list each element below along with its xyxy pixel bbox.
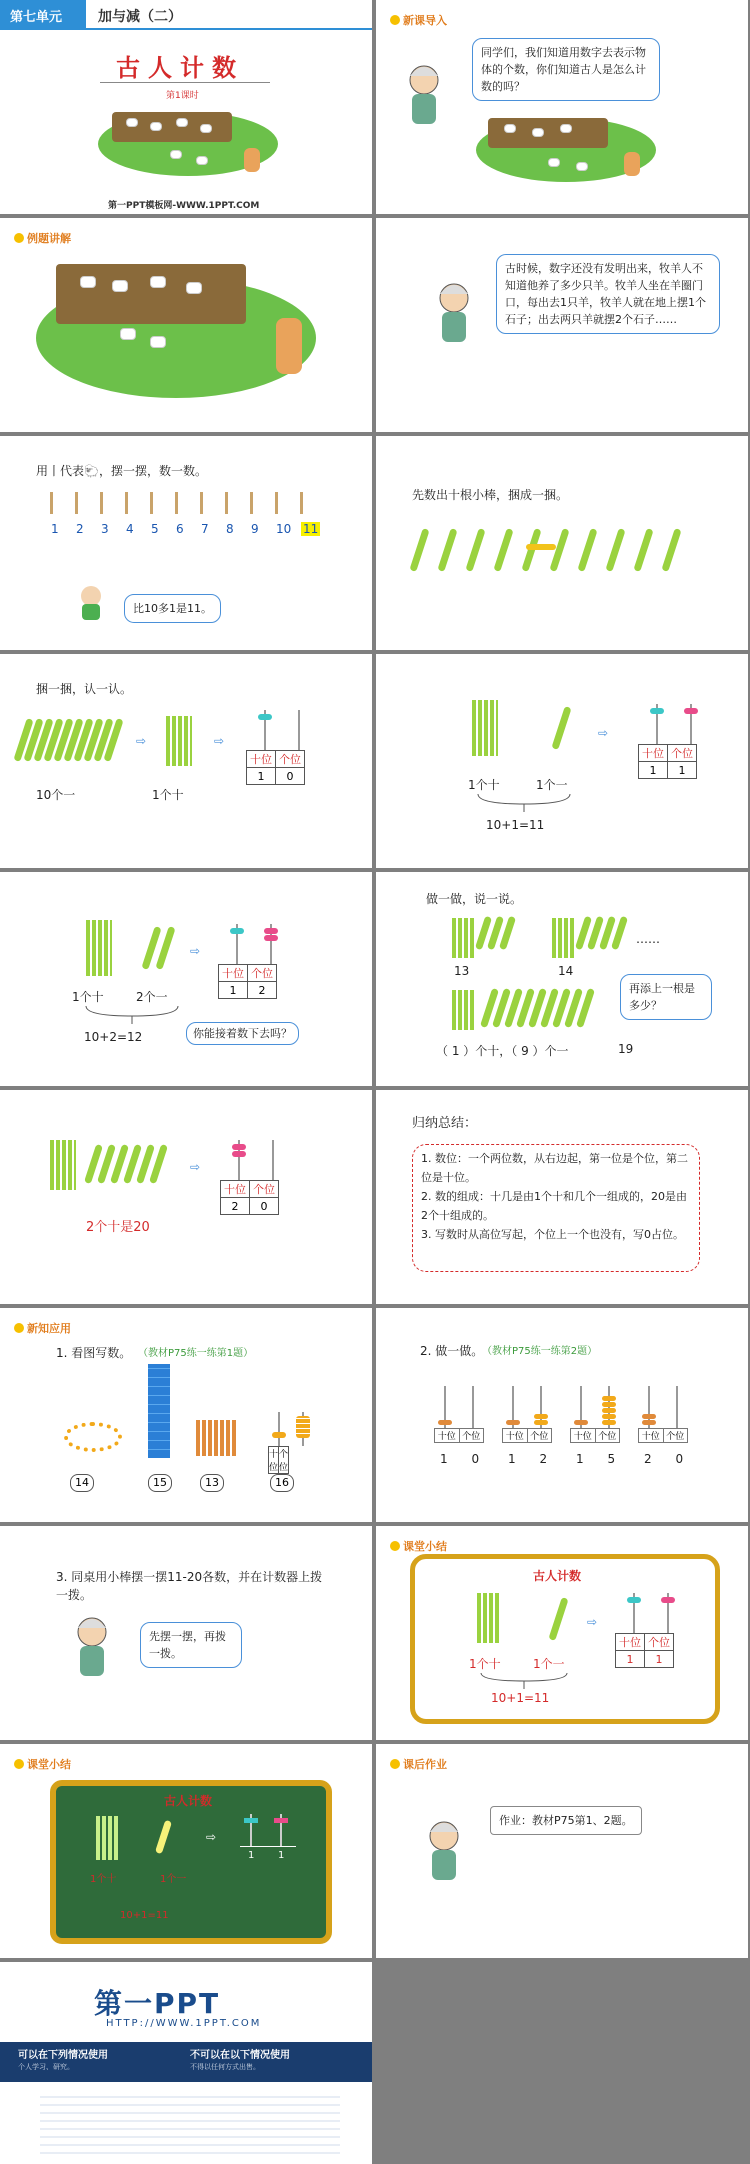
- place-value-table: 十位 个位 1 1: [638, 744, 697, 779]
- teacher-icon: [402, 62, 446, 126]
- stick-mark: [100, 492, 103, 514]
- answer-box: 15: [148, 1474, 172, 1492]
- teacher-icon: [432, 280, 476, 344]
- stick-mark: [150, 492, 153, 514]
- link-list: [40, 2090, 340, 2154]
- summary-point-1: 1. 数位：一个两位数，从右边起，第一位是个位，第二位是十位。: [421, 1152, 688, 1184]
- instruction: 捆一捆，认一认。: [36, 682, 133, 696]
- stick: [437, 528, 457, 572]
- answer-box: 16: [270, 1474, 294, 1492]
- number-label: 2: [76, 522, 84, 536]
- slide-recap[interactable]: [376, 1526, 748, 1740]
- slide-bundle[interactable]: [376, 436, 748, 650]
- slide-apply-3[interactable]: [0, 1526, 372, 1740]
- credits-band: [0, 2042, 372, 2082]
- stick-mark: [50, 492, 53, 514]
- sun-icon: [14, 1759, 24, 1769]
- can-use-note: 个人学习、研究。: [18, 2063, 74, 2071]
- stick-mark: [300, 492, 303, 514]
- teacher-icon: [422, 1818, 466, 1882]
- arrow-icon: ⇨: [190, 1160, 201, 1174]
- bundle: [50, 1140, 76, 1190]
- number-label: 10: [276, 522, 292, 536]
- question-ref: （教材P75练一练第2题）: [482, 1346, 598, 1357]
- section-tag: 例题讲解: [14, 230, 71, 246]
- question: 1. 看图写数。: [56, 1346, 132, 1360]
- subtitle: 第1课时: [166, 91, 199, 101]
- summary-point-2: 2. 数的组成：十几是由1个十和几个一组成的，20是由2个十组成的。: [421, 1190, 687, 1222]
- slide-story[interactable]: [376, 218, 748, 432]
- section-tag: 课堂小结: [14, 1756, 71, 1772]
- shepherd: [244, 148, 260, 172]
- stick: [605, 528, 625, 572]
- bead: [438, 1420, 452, 1425]
- brace-icon: [476, 792, 572, 814]
- sun-icon: [390, 1759, 400, 1769]
- ellipsis: ……: [636, 932, 660, 946]
- slide-practice[interactable]: [376, 872, 748, 1086]
- question-ref: （教材P75练一练第1题）: [138, 1348, 254, 1359]
- blocks: [148, 1364, 170, 1458]
- header-line: [0, 28, 372, 30]
- section-tag: 课后作业: [390, 1756, 447, 1772]
- label-one-one: 1个一: [533, 1657, 565, 1671]
- label-ten-ones: 10个一: [36, 788, 76, 802]
- bead: [642, 1420, 656, 1425]
- speech-bubble: 再添上一根是多少？: [620, 974, 712, 1020]
- arrow-icon: ⇨: [206, 1830, 217, 1844]
- stick: [521, 528, 541, 572]
- brace-icon: [84, 1004, 180, 1026]
- counter: [638, 1386, 698, 1476]
- bead: [602, 1396, 616, 1401]
- arrow-icon: ⇨: [598, 726, 609, 740]
- student-icon: [76, 584, 106, 622]
- stick: [465, 528, 485, 572]
- slide-recognize[interactable]: [0, 654, 372, 868]
- single-stick: [548, 1597, 568, 1641]
- cannot-use-heading: 不可以在以下情况使用: [190, 2050, 290, 2061]
- arrow-icon: ⇨: [214, 734, 225, 748]
- place-header: 十位 个位: [434, 1428, 484, 1443]
- number-label: 1: [51, 522, 59, 536]
- counter: [570, 1386, 630, 1476]
- section-tag: 新课导入: [390, 12, 447, 28]
- rubber-band: [526, 544, 556, 550]
- stick-bundles: [196, 1420, 236, 1456]
- number-13: 13: [454, 964, 470, 978]
- slide-summary[interactable]: [376, 1090, 748, 1304]
- slide-homework[interactable]: [376, 1744, 748, 1958]
- sun-icon: [390, 15, 400, 25]
- stick-mark: [225, 492, 228, 514]
- bundle: [452, 990, 474, 1030]
- arrow-icon: ⇨: [587, 1615, 598, 1629]
- summary-point-3: 3. 写数时从高位写起，个位上一个也没有，写0占位。: [421, 1228, 684, 1241]
- speech-bubble: 先摆一摆，再拨一拨。: [140, 1622, 242, 1668]
- label-one-ten: 1个十: [72, 990, 104, 1004]
- number-label: 8: [226, 522, 234, 536]
- stick-mark: [125, 492, 128, 514]
- place-value-table: 十位 个位 1 2: [218, 964, 277, 999]
- number-19: 19: [618, 1042, 634, 1056]
- speech-bubble: 古时候，数字还没有发明出来，牧羊人不知道他养了多少只羊。牧羊人坐在羊圈门口，每出去1只羊，牧羊人就在地上摆1个石子；出去两只羊就摆2个石子……: [496, 254, 720, 334]
- teacher-icon: [70, 1614, 114, 1678]
- place-header: 十位 个位: [570, 1428, 620, 1443]
- arrow-icon: ⇨: [190, 944, 201, 958]
- bundle: [552, 918, 574, 958]
- place-header: 十位 个位: [502, 1428, 552, 1443]
- bundle: [472, 700, 498, 756]
- stick: [633, 528, 653, 572]
- board-title: 古人计数: [164, 1794, 213, 1808]
- slide-title[interactable]: [0, 0, 372, 214]
- bead: [602, 1402, 616, 1407]
- section-tag: 课堂小结: [390, 1538, 447, 1554]
- counter: [502, 1386, 562, 1476]
- instruction: 做一做，说一说。: [426, 892, 523, 906]
- summary-box: [412, 1144, 700, 1272]
- label-one-one: 1个一: [160, 1874, 187, 1885]
- page-title: 古人计数: [116, 54, 244, 82]
- number-label: 4: [126, 522, 134, 536]
- label-one-ten: 1个十: [469, 1657, 501, 1671]
- number-14: 14: [558, 964, 574, 978]
- sun-icon: [390, 1541, 400, 1551]
- fill-answer: （ 1 ）个十，（ 9 ）个一: [436, 1044, 569, 1058]
- bundle: [477, 1593, 501, 1643]
- label-one-one: 1个一: [536, 778, 568, 792]
- slide-example[interactable]: [0, 218, 372, 432]
- bead: [602, 1414, 616, 1419]
- slide-twenty[interactable]: [0, 1090, 372, 1304]
- sun-icon: [14, 1323, 24, 1333]
- place-value-table: 十位 个位 2 0: [220, 1180, 279, 1215]
- cannot-use-note: 不得以任何方式出售。: [190, 2063, 260, 2071]
- equation: 10+2=12: [84, 1030, 143, 1044]
- slide-intro[interactable]: [376, 0, 748, 214]
- title-rule: [100, 82, 270, 83]
- slide-apply-2[interactable]: [376, 1308, 748, 1522]
- label-one-ten: 1个十: [152, 788, 184, 802]
- number-label: 9: [251, 522, 259, 536]
- stick-mark: [175, 492, 178, 514]
- stick: [409, 528, 429, 572]
- place-header: 十位 个位: [638, 1428, 688, 1443]
- question: 3. 同桌用小棒摆一摆11-20各数，并在计数器上拨一拨。: [56, 1570, 323, 1602]
- logo: 第一PPT: [94, 1987, 221, 2020]
- bundle: [96, 1816, 120, 1860]
- counter-value: 2 0: [644, 1452, 694, 1466]
- bead: [602, 1420, 616, 1425]
- counter-value: 1 5: [576, 1452, 626, 1466]
- blackboard: [50, 1780, 332, 1944]
- bead: [602, 1408, 616, 1413]
- bead: [574, 1420, 588, 1425]
- bead: [642, 1414, 656, 1419]
- instruction: 先数出十根小棒，捆成一捆。: [412, 488, 569, 502]
- stick-mark: [275, 492, 278, 514]
- equation: 10+1=11: [486, 818, 545, 832]
- label-one-ten: 1个十: [90, 1874, 117, 1885]
- slide-blackboard[interactable]: [0, 1744, 372, 1958]
- instruction: 用丨代表🐑，摆一摆，数一数。: [36, 464, 207, 478]
- logo-url: HTTP://WWW.1PPT.COM: [106, 2018, 262, 2029]
- stick: [577, 528, 597, 572]
- stick: [661, 528, 681, 572]
- stick-mark: [200, 492, 203, 514]
- stick: [493, 528, 513, 572]
- label-one-ten: 1个十: [468, 778, 500, 792]
- counter-value: 1 2: [508, 1452, 558, 1466]
- slide-credits[interactable]: [0, 1962, 372, 2164]
- recap-title: 古人计数: [533, 1569, 582, 1583]
- answer-box: 13: [200, 1474, 224, 1492]
- bead: [534, 1414, 548, 1419]
- beads-ring: [64, 1422, 122, 1452]
- stick: [549, 528, 569, 572]
- bundle: [166, 716, 192, 766]
- can-use-heading: 可以在下列情况使用: [18, 2050, 108, 2061]
- arrow-icon: ⇨: [136, 734, 147, 748]
- bead: [506, 1420, 520, 1425]
- bundle: [452, 918, 474, 958]
- speech-bubble: 比10多1是11。: [124, 594, 221, 623]
- answer-box: 14: [70, 1474, 94, 1492]
- summary-heading: 归纳总结：: [412, 1116, 478, 1131]
- label-two-tens: 2个十是20: [86, 1220, 150, 1235]
- single-stick: [155, 1820, 172, 1854]
- number-label: 6: [176, 522, 184, 536]
- speech-bubble: 同学们，我们知道用数字去表示物体的个数，你们知道古人是怎么计数的吗？: [472, 38, 660, 101]
- slide-twelve[interactable]: [0, 872, 372, 1086]
- question: 2. 做一做。: [420, 1344, 484, 1358]
- sun-icon: [14, 233, 24, 243]
- slide-apply-1[interactable]: 新知应用 1. 看图写数。 （教材P75练一练第1题） 十位 个位 14 15 13 16: [0, 1308, 372, 1522]
- equation: 10+1=11: [491, 1691, 550, 1705]
- slide-eleven[interactable]: [376, 654, 748, 868]
- single-stick: [551, 706, 571, 750]
- counter-value: 1 0: [440, 1452, 490, 1466]
- place-value-table: 十位 个位 1 0: [246, 750, 305, 785]
- stick-mark: [75, 492, 78, 514]
- counter: [434, 1386, 494, 1476]
- brace-icon: [479, 1671, 569, 1691]
- recap-frame: [410, 1554, 720, 1724]
- label-two-ones: 2个一: [136, 990, 168, 1004]
- bead: [534, 1420, 548, 1425]
- unit-label: 第七单元: [10, 10, 63, 25]
- speech-bubble: 作业：教材P75第1、2题。: [490, 1806, 642, 1835]
- stick-mark: [250, 492, 253, 514]
- number-label: 3: [101, 522, 109, 536]
- equation: 10+1=11: [120, 1910, 169, 1921]
- speech-bubble: 你能接着数下去吗？: [186, 1022, 299, 1045]
- number-label: 7: [201, 522, 209, 536]
- number-label: 5: [151, 522, 159, 536]
- bundle: [86, 920, 112, 976]
- number-label: 11: [303, 522, 319, 536]
- footer-credit: 第一PPT模板网-WWW.1PPT.COM: [108, 201, 260, 211]
- board-counter: 1 1: [240, 1814, 300, 1864]
- place-value-table: 十位 个位 1 1: [615, 1633, 674, 1668]
- section-tag: 新知应用: [14, 1320, 71, 1336]
- slide-counting[interactable]: [0, 436, 372, 650]
- lesson-header: 加与减（二）: [98, 9, 182, 25]
